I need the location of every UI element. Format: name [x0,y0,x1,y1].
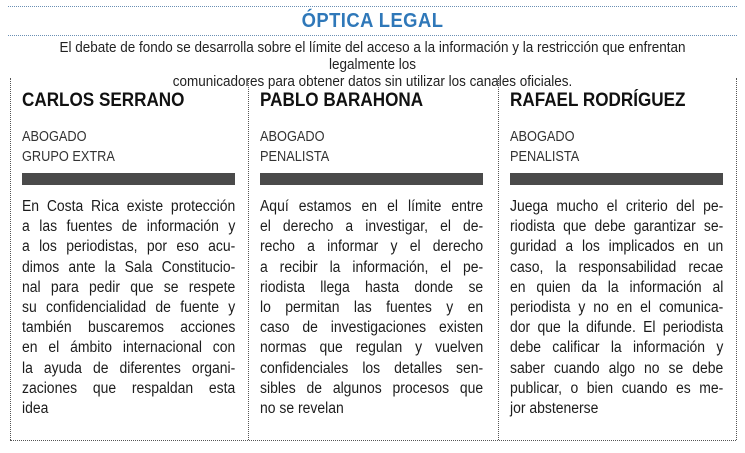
quote-line: a las fuentes de información y [22,218,236,236]
quote-line: confidenciales los detalles sen- [260,359,484,377]
quote-line: dor que la difunde. El periodista [510,319,724,337]
quote-line: el derecho a investigar, el de- [260,218,484,236]
role-affiliation: GRUPO EXTRA [22,149,115,165]
role-affiliation: PENALISTA [260,149,330,165]
intro-line-1: El debate de fondo se desarrolla sobre el límite del acceso a la información y la restricción que enfrentan legalmente los [59,40,686,73]
quote-line: Aquí estamos en el límite entre [260,198,484,215]
quote-line: en quien da la información al [510,278,724,296]
section-title: ÓPTICA LEGAL [301,10,444,32]
quote-line: no se revelan [260,400,344,418]
role-affiliation: PENALISTA [510,149,580,165]
quote-line: periodista y no en el comunica- [510,299,724,317]
person-role [22,127,115,167]
quote-text [260,197,483,419]
separator-bar [510,173,723,185]
role-title: ABOGADO [22,129,87,145]
opinion-column-barahona [248,78,498,440]
bottom-divider [10,440,736,441]
header-divider [8,35,737,36]
quote-text [22,197,235,419]
quote-line: caso de investigaciones existen [260,319,484,337]
quote-line: recho a informar y el derecho [260,238,484,256]
separator-bar [22,173,235,185]
quote-line: a los periodistas, por eso acu- [22,238,236,256]
quote-line: idea [22,400,49,418]
person-name: RAFAEL RODRÍGUEZ [510,90,686,111]
quote-line: caso, la responsabilidad recae [510,258,724,276]
quote-line: a recibir la información, el pe- [260,258,484,276]
quote-line: Juega mucho el criterio del pe- [510,198,724,215]
quote-line: la ayuda de diferentes organi- [22,359,236,377]
quote-line: dimos ante la Sala Constitucio- [22,258,236,276]
quote-line: nal para pedir que se respete [22,278,236,296]
person-name: CARLOS SERRANO [22,90,185,111]
quote-line: En Costa Rica existe protección [22,198,236,215]
person-role [510,127,579,167]
quote-line: guridad a los implicados en un [510,238,724,256]
quote-line: publicar, o bien cuando es me- [510,379,724,397]
intro-line-2: comunicadores para obtener datos sin utilizar los canales oficiales. [172,74,573,90]
person-name: PABLO BARAHONA [260,90,424,111]
opinion-column-rodriguez [498,78,737,440]
header-band [8,6,737,37]
quote-text [510,197,723,419]
quote-line: riodista llega hasta donde se [260,278,484,296]
quote-line: sibles de algunos procesos que [260,379,484,397]
quote-line: su confidencialidad de fuente y [22,299,236,317]
quote-line: zaciones que respaldan esta [22,379,236,397]
quote-line: también buscaremos acciones [22,319,236,337]
quote-line: en el ámbito internacional con [22,339,236,357]
quote-line: riodista que debe garantizar se- [510,218,724,236]
quote-line: debe calificar la información y [510,339,724,357]
role-title: ABOGADO [510,129,575,145]
quote-line: lo permitan las fuentes y en [260,299,484,317]
quote-line: normas que regulan y vuelven [260,339,484,357]
quote-line: jor abstenerse [510,400,599,418]
separator-bar [260,173,483,185]
quote-line: saber cuando algo no se debe [510,359,724,377]
role-title: ABOGADO [260,129,325,145]
opinion-column-serrano [10,78,248,440]
person-role [260,127,329,167]
